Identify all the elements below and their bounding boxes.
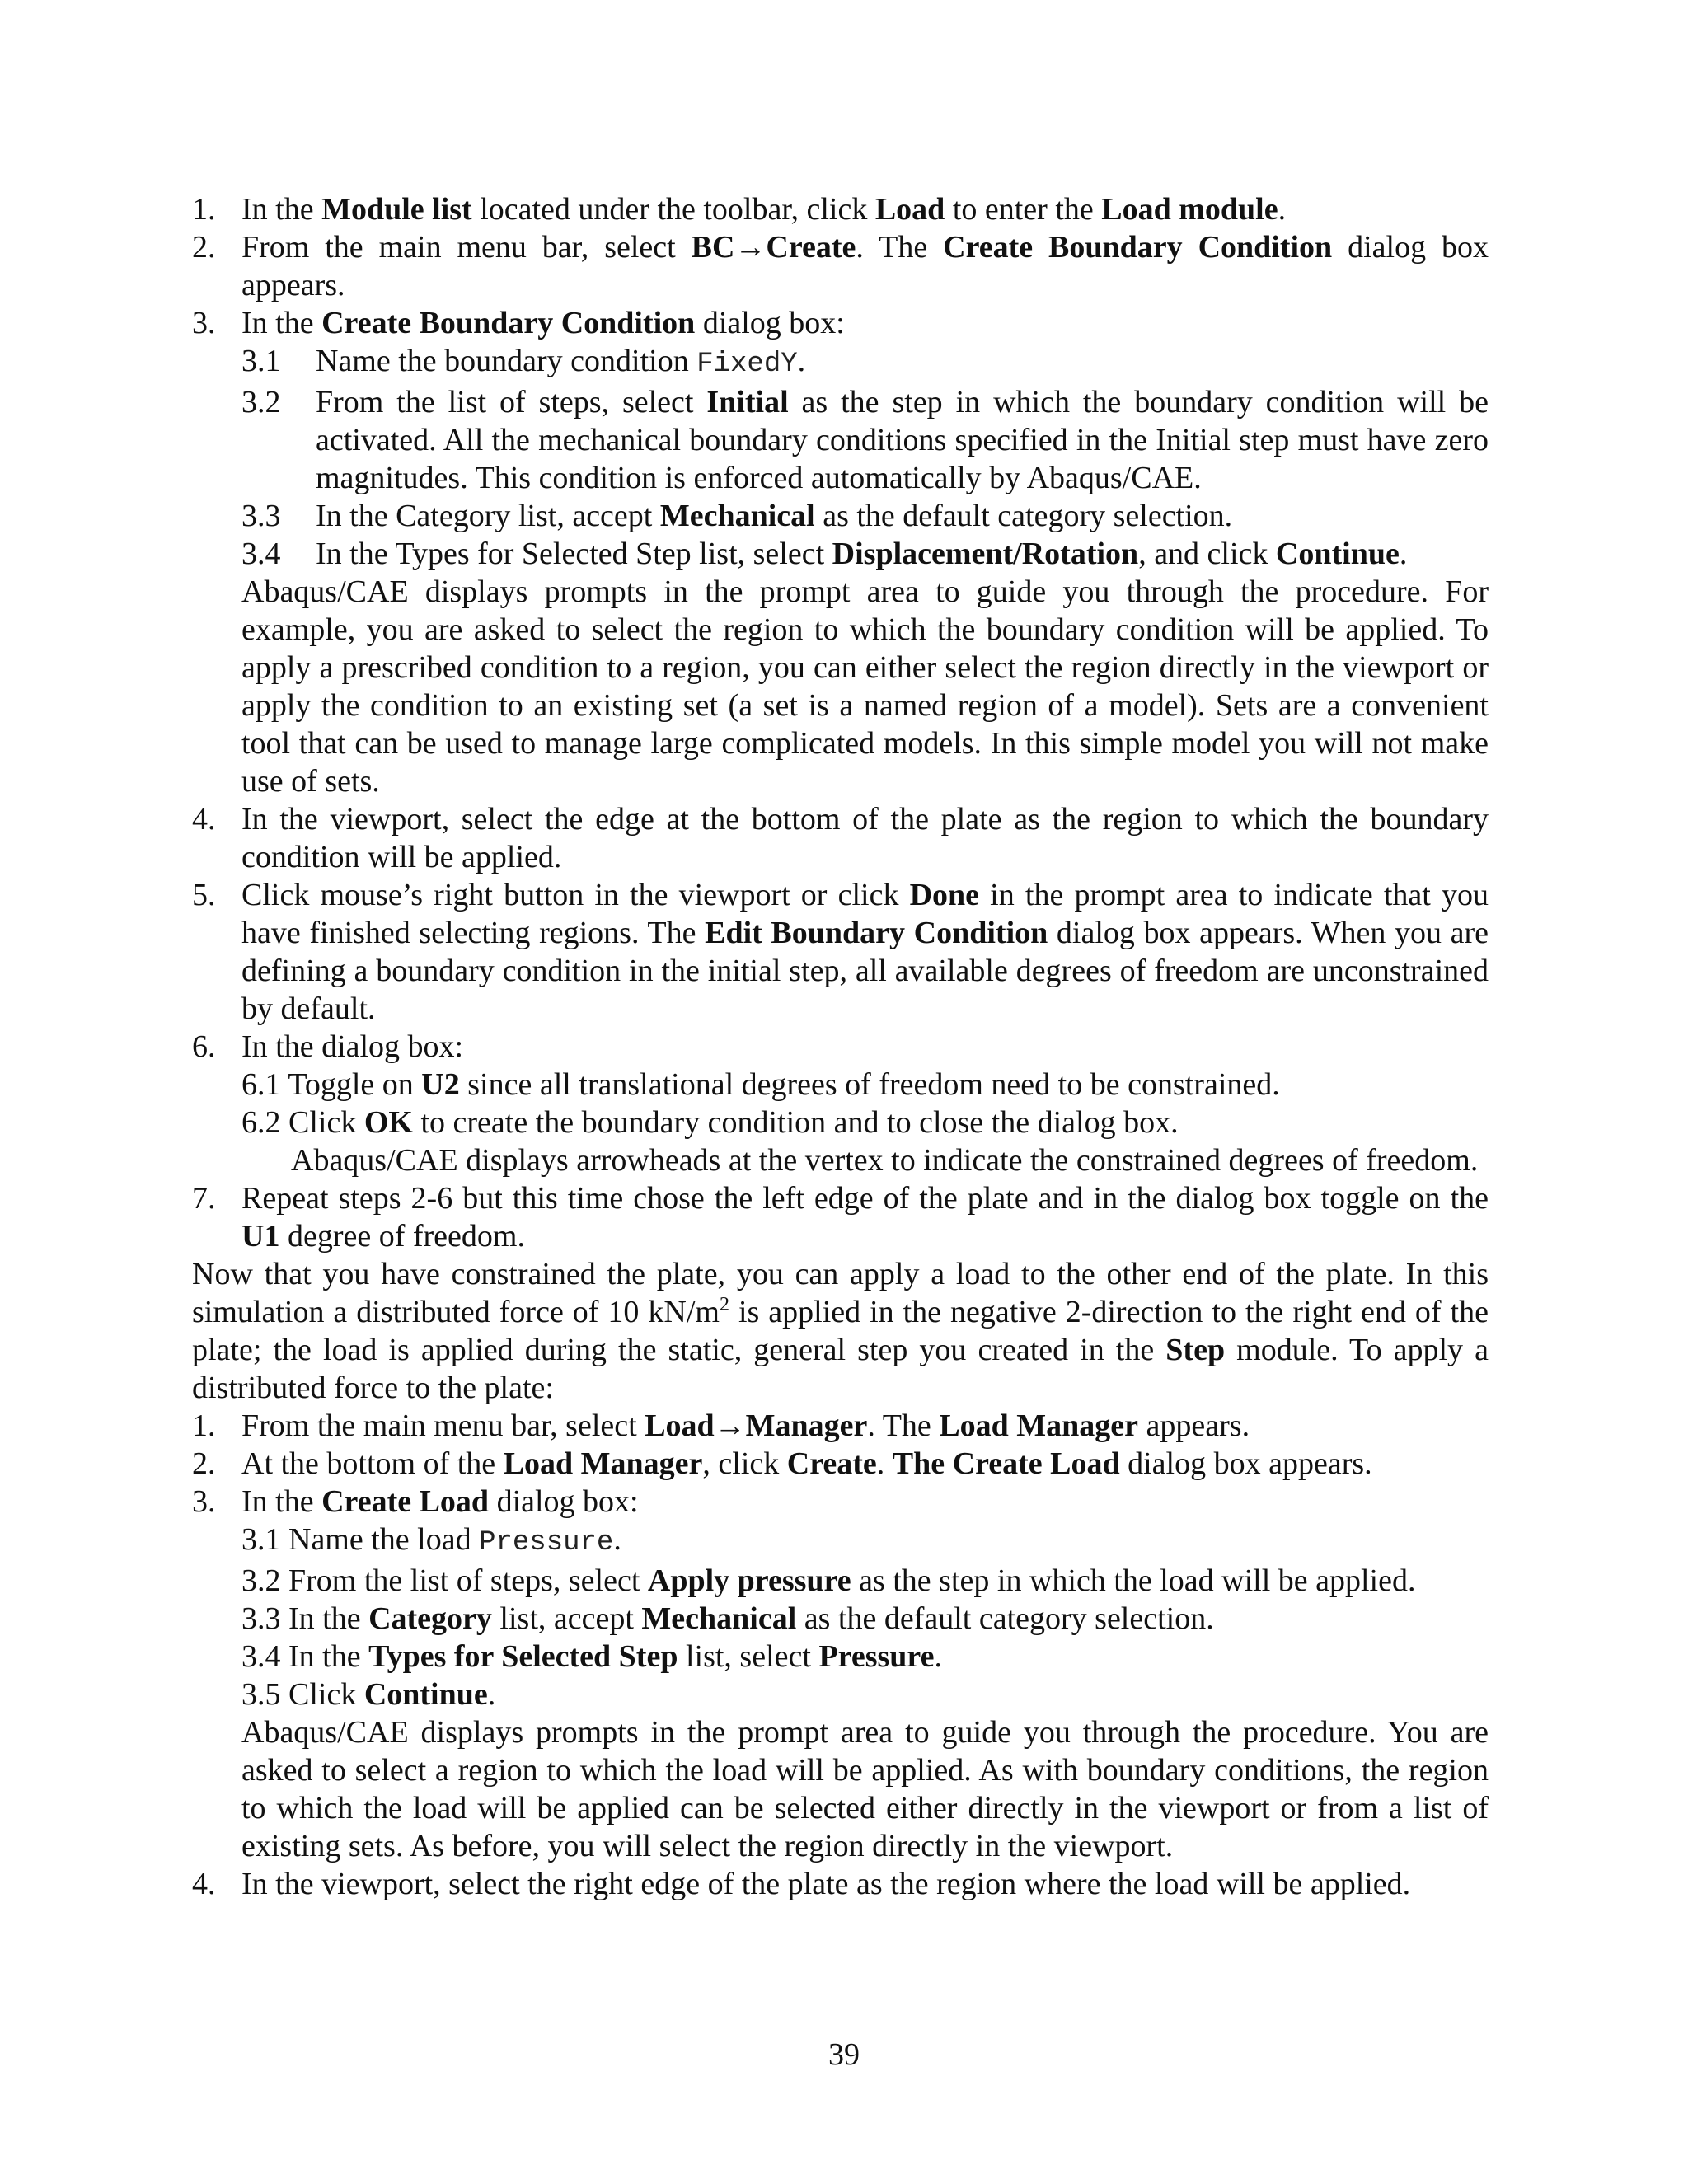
bold-term: Apply pressure (647, 1563, 851, 1598)
block-text (192, 1257, 1489, 1405)
text-run: dialog box appears. When you are defining a boundary condition in the initial step, all available degrees of freedom are unconstrained by default. (241, 916, 1489, 1026)
text-run: since all translational degrees of freedom need to be constrained. (459, 1067, 1280, 1102)
text-run: Repeat steps 2-6 but this time chose the left edge of the plate and in the dialog box toggle on the (241, 1181, 1489, 1216)
list-item-number: 5. (192, 878, 216, 912)
paragraph (241, 1600, 1489, 1638)
paragraph (192, 1255, 1489, 1407)
block-text (241, 1715, 1489, 1863)
list-item (192, 1179, 1489, 1255)
text-run: in the prompt area to indicate that you have finished selecting regions. The (241, 878, 1489, 950)
bold-term: U2 (421, 1067, 460, 1102)
text-run: . (1399, 537, 1408, 571)
paragraph (241, 1638, 1489, 1675)
bold-term: Pressure (818, 1639, 935, 1674)
bold-term: Module list (321, 192, 472, 227)
block-text (241, 1867, 1410, 1901)
bold-term: Initial (706, 385, 789, 419)
bold-term: Category (368, 1601, 492, 1636)
text-run: In the (241, 1484, 322, 1519)
text-run: as the default category selection. (796, 1601, 1214, 1636)
block-text (241, 1677, 495, 1712)
bold-term: Load Manager (503, 1446, 703, 1481)
block-text (241, 1029, 463, 1064)
block-text (241, 1522, 621, 1557)
text-run: 3.4 In the (241, 1639, 369, 1674)
text-run: degree of freedom. (279, 1219, 525, 1254)
bold-term: Types for Selected Step (368, 1639, 678, 1674)
list-item-number: 6. (192, 1029, 216, 1064)
paragraph (192, 1141, 1489, 1179)
text-run: Click mouse’s right button in the viewport or click (241, 878, 910, 912)
bold-term: Continue (1275, 537, 1400, 571)
text-run: At the bottom of the (241, 1446, 504, 1481)
text-run: 3.1 Name the load (241, 1522, 480, 1557)
paragraph (192, 573, 1489, 800)
block-text (241, 306, 845, 340)
block-text (241, 1446, 1372, 1481)
list-item (192, 1865, 1489, 1903)
bold-term: Mechanical (659, 499, 815, 533)
block-text (316, 344, 805, 378)
text-run: In the Types for Selected Step list, select (316, 537, 832, 571)
bold-term: Displacement/Rotation (832, 537, 1139, 571)
text-run: list, accept (491, 1601, 642, 1636)
text-run: In the viewport, select the edge at the bottom of the plate as the region to which the boundary condition will be applied. (241, 802, 1489, 874)
text-run: . (797, 344, 806, 378)
list-item-number: 3.2 (241, 385, 281, 419)
block-text (241, 1408, 1250, 1443)
list-item-number: 1. (192, 192, 216, 227)
list-item-number: 3.3 (241, 499, 281, 533)
list-item (192, 1028, 1489, 1066)
bold-term: The Create Load (892, 1446, 1120, 1481)
text-run: In the Category list, accept (316, 499, 660, 533)
text-run: . The (867, 1408, 940, 1443)
bold-term: Load Manager (939, 1408, 1139, 1443)
list-item (192, 1407, 1489, 1445)
text-run: In the dialog box: (241, 1029, 464, 1064)
block-text (241, 574, 1489, 799)
block-text (316, 537, 1407, 571)
text-run: is applied in the negative 2-direction to the right end of the plate; the load is applied during the static, general step you created in the (192, 1295, 1489, 1367)
text-run: From the list of steps, select (316, 385, 707, 419)
bold-term: Create Load (321, 1484, 490, 1519)
superscript: 2 (719, 1294, 729, 1315)
bold-term: Create (786, 1446, 877, 1481)
text-run: 6.1 Toggle on (241, 1067, 422, 1102)
bold-term: Done (909, 878, 980, 912)
text-run: Abaqus/CAE displays prompts in the prompt area to guide you through the procedure. You are asked to select a region to which the load will be applied. As with boundary conditions, the region to which the load will be applied can be selected either directly in the viewport or from a list of existing sets. As before, you will select the region directly in the viewport. (241, 1715, 1489, 1863)
block-text (241, 1181, 1489, 1254)
paragraph (241, 1521, 1489, 1562)
block-text (241, 1067, 1280, 1102)
text-run: . (934, 1639, 942, 1674)
paragraph (241, 1675, 1489, 1713)
text-run: module. To apply a distributed force to the plate: (192, 1333, 1489, 1405)
list-item (192, 800, 1489, 876)
page-body (192, 190, 1489, 1903)
text-run: In the (241, 192, 322, 227)
list-item (241, 497, 1489, 535)
text-run: Abaqus/CAE displays arrowheads at the vertex to indicate the constrained degrees of freedom. (291, 1143, 1479, 1178)
text-run: as the default category selection. (814, 499, 1233, 533)
text-run: 3.2 From the list of steps, select (241, 1563, 648, 1598)
list-item-number: 4. (192, 1867, 216, 1901)
paragraph (241, 1104, 1489, 1141)
text-run: dialog box appears. (241, 230, 1489, 302)
bold-term: Mechanical (641, 1601, 797, 1636)
text-run: , and click (1138, 537, 1276, 571)
list-item (241, 342, 1489, 383)
text-run: . (613, 1522, 621, 1557)
text-run: dialog box: (695, 306, 845, 340)
bold-term: Load module (1101, 192, 1278, 227)
list-item-number: 2. (192, 230, 216, 265)
text-run: located under the toolbar, click (471, 192, 875, 227)
bold-term: Load (874, 192, 945, 227)
list-item-number: 3.4 (241, 537, 281, 571)
text-run: , click (702, 1446, 787, 1481)
block-text (291, 1143, 1478, 1178)
list-item-number: 3.1 (241, 344, 281, 378)
list-item (241, 383, 1489, 497)
list-item (241, 535, 1489, 573)
list-item-number: 4. (192, 802, 216, 837)
text-run: to create the boundary condition and to close the dialog box. (412, 1105, 1179, 1140)
list-item-number: 2. (192, 1446, 216, 1481)
text-run: to enter the (945, 192, 1102, 227)
bold-term: Step (1165, 1333, 1226, 1367)
list-item (192, 1483, 1489, 1521)
block-text (316, 385, 1489, 495)
block-text (241, 1563, 1415, 1598)
bold-term: U1 (241, 1219, 280, 1254)
text-run: 3.5 Click (241, 1677, 364, 1712)
text-run: dialog box: (489, 1484, 639, 1519)
bold-term: Create Boundary Condition (321, 306, 696, 340)
text-run: 6.2 Click (241, 1105, 364, 1140)
block-text (241, 1639, 942, 1674)
list-item (192, 304, 1489, 342)
list-item-number: 3. (192, 306, 216, 340)
text-run: list, select (678, 1639, 819, 1674)
text-run: From the main menu bar, select (241, 1408, 645, 1443)
bold-term: BC→Create (691, 230, 856, 265)
text-run: Now that you have constrained the plate, you can apply a load to the other end of the plate. In this simulation a distributed force of 10 kN/m (192, 1257, 1489, 1329)
monospace-name: Pressure (479, 1527, 614, 1558)
block-text (241, 802, 1489, 874)
block-text (241, 192, 1286, 227)
paragraph (192, 1713, 1489, 1865)
text-run: In the (241, 306, 322, 340)
block-text (241, 1601, 1214, 1636)
text-run: appears. (1138, 1408, 1250, 1443)
list-item-number: 3. (192, 1484, 216, 1519)
list-item (192, 876, 1489, 1028)
text-run: Abaqus/CAE displays prompts in the prompt area to guide you through the procedure. For example, you are asked to select the region to which the boundary condition will be applied. To apply a prescribed condition to a region, you can either select the region directly in the viewport or apply the condition to an existing set (a set is a named region of a model). Sets are a convenient tool that can be used to manage large complicated models. In this simple model you will not make use of sets. (241, 574, 1489, 799)
bold-term: Continue (363, 1677, 488, 1712)
block-text (241, 878, 1489, 1026)
block-text (241, 1105, 1179, 1140)
bold-term: Load→Manager (645, 1408, 868, 1443)
list-item-number: 1. (192, 1408, 216, 1443)
block-text (241, 1484, 639, 1519)
text-run: From the main menu bar, select (241, 230, 692, 265)
text-run: Name the boundary condition (316, 344, 697, 378)
paragraph (241, 1066, 1489, 1104)
bold-term: OK (363, 1105, 413, 1140)
bold-term: Edit Boundary Condition (705, 916, 1048, 950)
block-text (241, 230, 1489, 302)
bold-term: Create Boundary Condition (943, 230, 1333, 265)
paragraph (241, 1562, 1489, 1600)
page-number: 39 (828, 2037, 860, 2072)
text-run: as the step in which the load will be applied. (851, 1563, 1416, 1598)
text-run: 3.3 In the (241, 1601, 369, 1636)
text-run: . (876, 1446, 893, 1481)
text-run: . The (856, 230, 944, 265)
list-item (192, 1445, 1489, 1483)
text-run: . (487, 1677, 496, 1712)
text-run: . (1278, 192, 1287, 227)
text-run: as the step in which the boundary condition will be activated. All the mechanical boundary conditions specified in the Initial step must have zero magnitudes. This condition is enforced automatically by Abaqus/CAE. (316, 385, 1489, 495)
text-run: In the viewport, select the right edge of the plate as the region where the load will be applied. (241, 1867, 1411, 1901)
list-item-number: 7. (192, 1181, 216, 1216)
monospace-name: FixedY (696, 349, 798, 380)
block-text (316, 499, 1232, 533)
list-item (192, 190, 1489, 228)
text-run: dialog box appears. (1119, 1446, 1372, 1481)
list-item (192, 228, 1489, 304)
